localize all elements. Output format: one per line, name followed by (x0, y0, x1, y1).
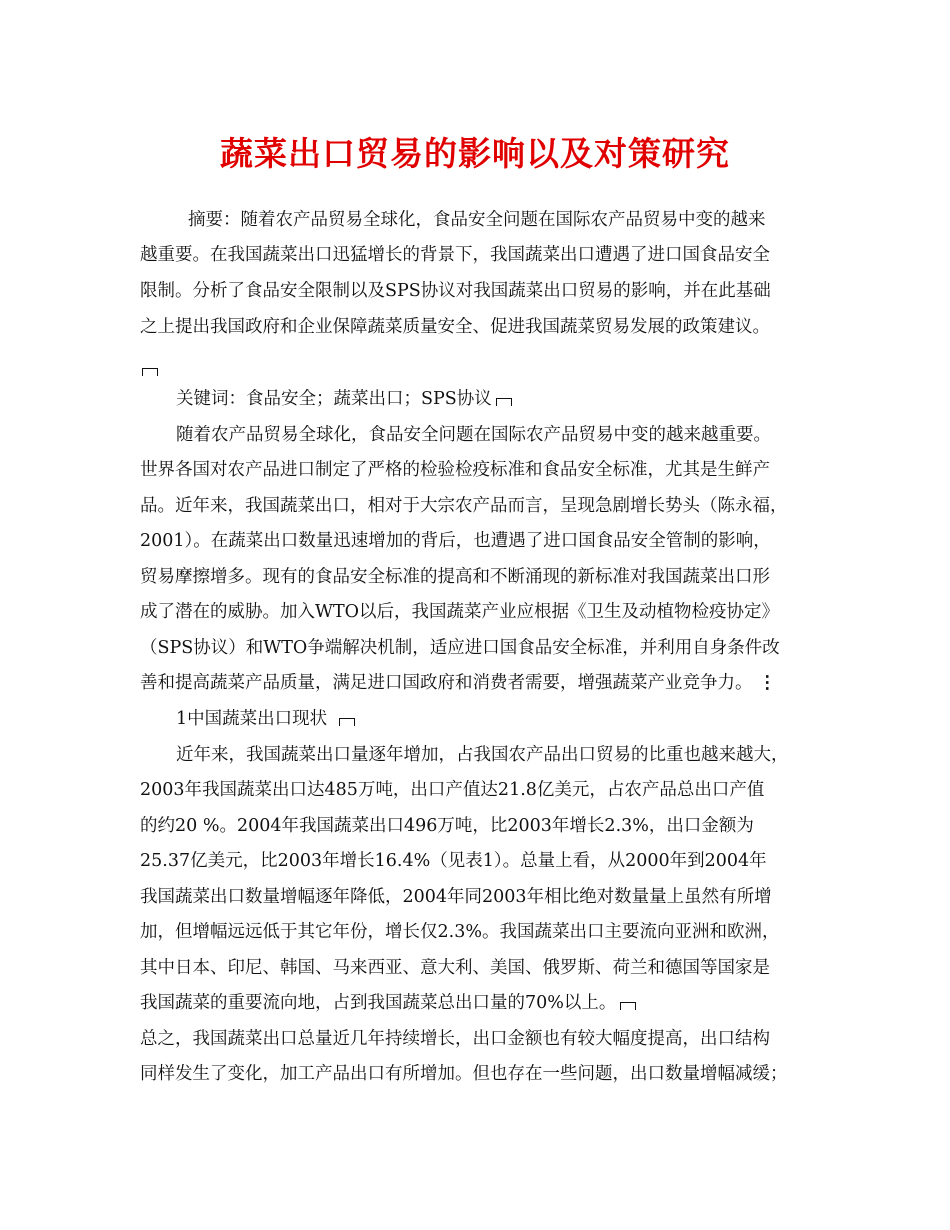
text-run: 世界各国对农产品进口制定了严格的检验检疫标准和食品安全标准，尤其是生鲜产 (140, 460, 770, 480)
body-line-14 (140, 920, 779, 944)
abstract-line-3 (140, 279, 771, 303)
text-run: 随着农产品贸易全球化，食品安全问题在国际农产品贸易中变的越来越重要。 (176, 425, 771, 445)
text-run: 越重要。在我国蔬菜出口迅猛增长的背景下，我国蔬菜出口遭遇了进口国食品安全 (140, 245, 770, 265)
paragraph-mark-icon (620, 1002, 636, 1010)
text-run: 2001）。在蔬菜出口数量迅速增加的背后，也遭遇了进口国食品安全管制的影响， (140, 531, 771, 551)
text-run: 其中日本、印尼、韩国、马来西亚、意大利、美国、俄罗斯、荷兰和德国等国家是 (140, 958, 770, 978)
body-line-11 (140, 814, 754, 838)
text-run: 之上提出我国政府和企业保障蔬菜质量安全、促进我国蔬菜贸易发展的政策建议。 (140, 317, 770, 337)
paragraph-mark-icon (339, 718, 355, 726)
text-run: 我国蔬菜出口数量增幅逐年降低，2004年同2003年相比绝对数量量上虽然有所增 (140, 887, 772, 907)
text-run: 1中国蔬菜出口现状 (176, 709, 328, 729)
body-line-3 (140, 494, 788, 518)
body-line-7 (140, 636, 780, 660)
text-run: 贸易摩擦增多。现有的食品安全标准的提高和不断涌现的新标准对我国蔬菜出口形 (140, 567, 770, 587)
text-run: 同样发生了变化，加工产品出口有所增加。但也存在一些问题，出口数量增幅减缓； (140, 1064, 788, 1084)
text-run: 总之，我国蔬菜出口总量近几年持续增长，出口金额也有较大幅度提高，出口结构 (140, 1029, 770, 1049)
text-run: 25.37亿美元，比2003年增长16.4%（见表1）。总量上看，从2000年到2004年 (140, 851, 767, 871)
text-run: 我国蔬菜的重要流向地，占到我国蔬菜总出口量的70%以上。 (140, 993, 617, 1013)
text-run: （SPS协议）和WTO争端解决机制，适应进口国食品安全标准，并利用自身条件改 (140, 638, 780, 658)
text-run: 品。近年来，我国蔬菜出口，相对于大宗农产品而言，呈现急剧增长势头（陈永福， (140, 496, 788, 516)
body-line-16 (140, 991, 636, 1015)
text-run: 善和提高蔬菜产品质量，满足进口国政府和消费者需要，增强蔬菜产业竞争力。 (140, 673, 753, 693)
body-line-5 (140, 565, 770, 589)
continuation-mark: ⋮ (758, 673, 776, 693)
body-line-2 (140, 458, 770, 482)
body-line-18 (140, 1062, 788, 1086)
paragraph-mark-icon (142, 368, 158, 376)
abstract-line-2 (140, 243, 770, 267)
body-line-9 (176, 743, 789, 767)
body-line-17 (140, 1027, 770, 1051)
paragraph-mark-icon (496, 398, 512, 406)
body-line-10 (140, 778, 764, 802)
body-line-4 (140, 529, 771, 553)
text-run: 近年来，我国蔬菜出口量逐年增加，占我国农产品出口贸易的比重也越来越大， (176, 745, 789, 765)
text-run: 成了潜在的威胁。加入WTO以后，我国蔬菜产业应根据《卫生及动植物检疫协定》 (140, 602, 780, 622)
text-run: 限制。分析了食品安全限制以及SPS协议对我国蔬菜出口贸易的影响，并在此基础 (140, 281, 771, 301)
text-run: 加，但增幅远远低于其它年份，增长仅2.3%。我国蔬菜出口主要流向亚洲和欧洲， (140, 922, 780, 942)
document-title: 蔬菜出口贸易的影响以及对策研究 (220, 134, 730, 173)
section-heading (176, 707, 355, 731)
text-run: 的约20 %。2004年我国蔬菜出口496万吨，比2003年增长2.3%，出口金额为 (140, 816, 754, 836)
abstract-line-1 (188, 208, 766, 232)
text-run: 摘要：随着农产品贸易全球化，食品安全问题在国际农产品贸易中变的越来 (188, 210, 766, 230)
body-line-1 (176, 423, 771, 447)
keywords-line (176, 387, 512, 411)
body-line-15 (140, 956, 770, 980)
body-line-6 (140, 600, 779, 624)
body-line-13 (140, 885, 772, 909)
text-run: 2003年我国蔬菜出口达485万吨，出口产值达21.8亿美元，占农产品总出口产值 (140, 780, 765, 800)
body-line-8 (140, 671, 776, 695)
text-run: 关键词：食品安全；蔬菜出口；SPS协议 (176, 389, 492, 409)
abstract-line-4 (140, 315, 770, 339)
body-line-12 (140, 849, 767, 873)
